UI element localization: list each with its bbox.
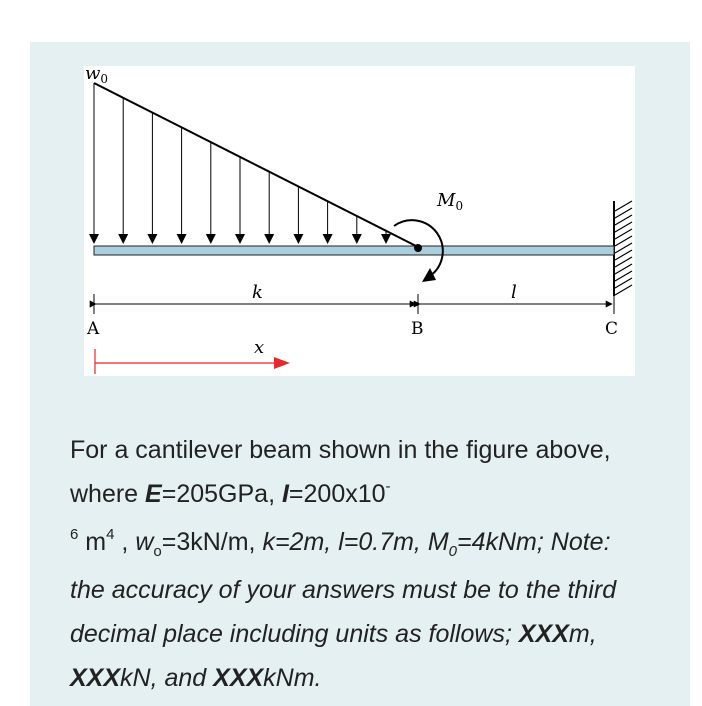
E-value: =205GPa, — [161, 480, 282, 508]
k-label: k — [252, 282, 263, 303]
I-exponent-sign: - — [385, 478, 391, 495]
intro-text: For a cantilever beam shown in the figure above, where — [70, 436, 611, 508]
load-arrow-head — [177, 234, 187, 244]
beam-diagram — [84, 66, 635, 376]
note-text: Note: the accuracy of your answers must be to the third decimal place including units as follows; — [70, 528, 617, 648]
l-label: l — [511, 282, 517, 303]
answer-format-1: XXX — [518, 620, 569, 648]
I-value: =200x10 — [288, 480, 386, 508]
beam-figure — [84, 66, 635, 376]
k-value: k=2m, — [262, 528, 339, 556]
w0-value: =3kN/m, — [161, 528, 263, 556]
answer-format-2: XXX — [70, 664, 121, 692]
load-arrow-head — [264, 234, 274, 244]
load-arrow-head — [323, 234, 333, 244]
point-A-label: A — [87, 319, 100, 339]
load-arrow-head — [89, 234, 99, 244]
problem-statement — [70, 428, 650, 700]
x-axis-arrowhead — [274, 357, 290, 369]
fixed-support-C — [614, 201, 632, 296]
E-label: E — [145, 480, 162, 508]
I-unit: m — [78, 528, 107, 556]
load-arrow-head — [381, 234, 391, 244]
I-unit-exponent: 4 — [106, 526, 115, 543]
load-arrow-head — [352, 234, 362, 244]
load-arrow-head — [206, 234, 216, 244]
load-arrow-head — [235, 234, 245, 244]
beam — [94, 246, 614, 255]
point-B-dot — [414, 244, 422, 252]
moment-arrowhead — [422, 268, 436, 282]
M0-value: =4kNm; — [456, 528, 544, 556]
l-value: l=0.7m, — [338, 528, 428, 556]
load-envelope-line — [94, 83, 418, 247]
distributed-load — [89, 83, 418, 247]
x-label: x — [254, 337, 265, 358]
M0-text-label: M — [427, 528, 449, 556]
problem-text: For a cantilever beam shown in the figure above, where E=205GPa, I=200x10- $^6$ $m^4$ , $w_o=3kN/m$, k=2m, l=0.7m, $M_0=4kNm$; Note: the accuracy of your answers must be to the third decimal place including units as follows; XXXm, XXXkN, and XXXkNm. — [70, 436, 617, 692]
w0-text-label: w — [135, 528, 154, 556]
M0-label: $M_0$ — [437, 190, 464, 213]
I-label: I — [281, 480, 289, 508]
load-arrow-head — [147, 234, 157, 244]
load-arrow-head — [118, 234, 128, 244]
w0-label: $w_0$ — [85, 66, 109, 86]
point-B-label: B — [411, 319, 424, 339]
I-exponent-digit: 6 — [70, 526, 79, 543]
point-C-label: C — [605, 319, 619, 339]
answer-format-3: XXX — [213, 664, 264, 692]
load-arrow-head — [293, 234, 303, 244]
